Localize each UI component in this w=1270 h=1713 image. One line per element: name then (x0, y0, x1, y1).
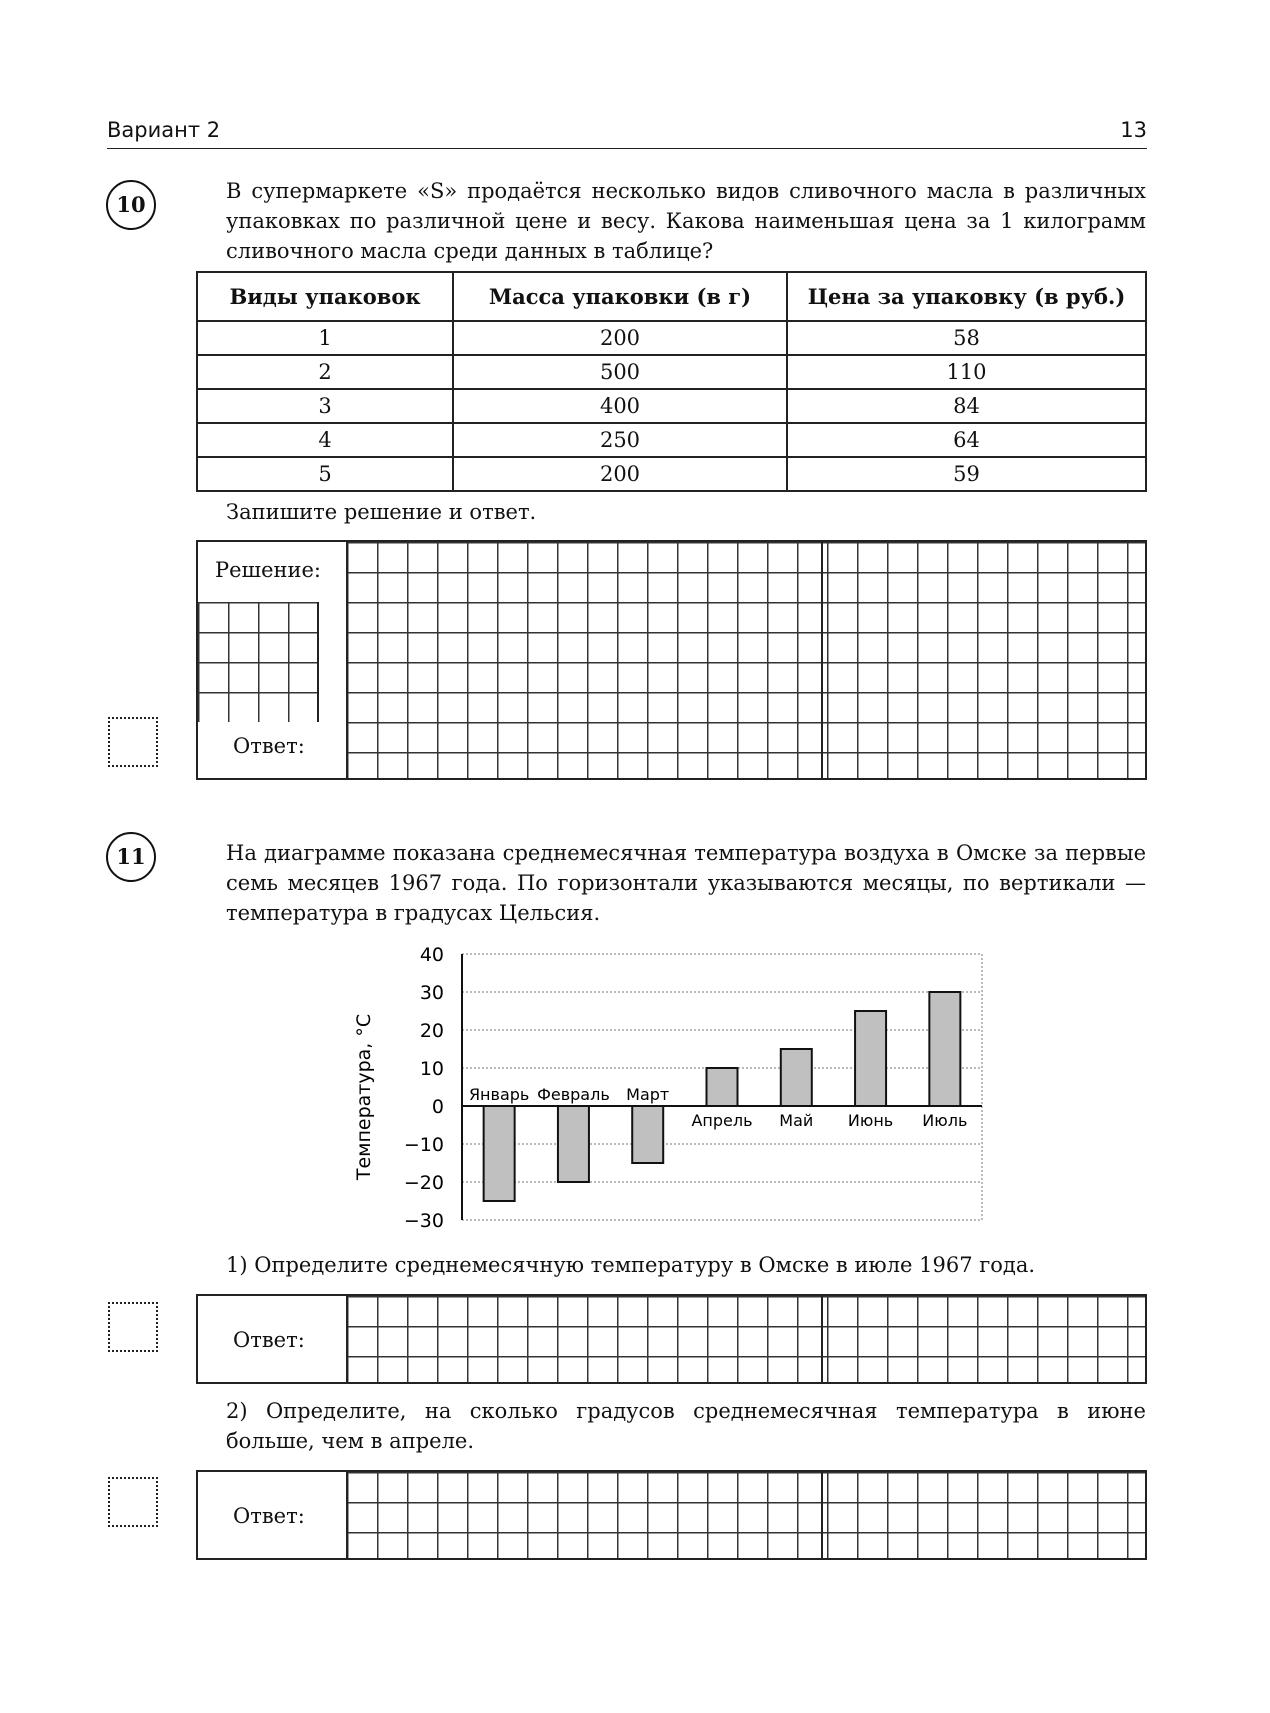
y-tick-label: 10 (419, 1058, 444, 1080)
table-cell: 84 (787, 389, 1146, 423)
y-tick-label: −10 (403, 1134, 444, 1156)
bar-3 (632, 1106, 663, 1163)
table-cell: 59 (787, 457, 1146, 491)
x-category-label: Июнь (847, 1111, 894, 1130)
bar-6 (855, 1011, 886, 1106)
variant-label: Вариант 2 (107, 118, 221, 142)
table-cell: 5 (197, 457, 453, 491)
y-axis-label: Температура, °С (353, 1013, 375, 1181)
y-tick-label: −30 (403, 1210, 444, 1230)
divider (346, 1296, 348, 1384)
table-row (197, 389, 1146, 423)
table-header: Виды упаковок (197, 272, 453, 321)
y-tick-label: 40 (419, 944, 444, 966)
answer-grid[interactable] (347, 1472, 1147, 1560)
x-category-label: Июль (922, 1111, 968, 1130)
table-cell: 1 (197, 321, 453, 355)
score-checkbox[interactable] (108, 717, 158, 767)
table-cell: 64 (787, 423, 1146, 457)
answer-box-1[interactable] (196, 1294, 1147, 1384)
answer-grid[interactable] (347, 1296, 1147, 1384)
x-category-label: Апрель (691, 1111, 753, 1130)
bar-4 (707, 1068, 738, 1106)
answer-box-2[interactable] (196, 1470, 1147, 1560)
bar-7 (929, 992, 960, 1106)
table-header: Цена за упаковку (в руб.) (787, 272, 1146, 321)
divider (821, 542, 823, 780)
table-cell: 2 (197, 355, 453, 389)
x-category-label: Март (626, 1085, 670, 1104)
y-tick-label: −20 (403, 1172, 444, 1194)
score-checkbox[interactable] (108, 1477, 158, 1527)
table-row (197, 355, 1146, 389)
divider (317, 602, 319, 722)
table-row (197, 423, 1146, 457)
task-10-text: В супермаркете «S» продаётся несколько видов сливочного масла в различных упаковках по различной цене и весу. Какова наименьшая цена за 1 килограмм сливочного масла среди данных в таблице? (226, 179, 1146, 263)
x-category-label: Май (779, 1111, 814, 1130)
table-header: Масса упаковки (в г) (453, 272, 787, 321)
y-tick-label: 20 (419, 1020, 444, 1042)
divider (821, 1472, 823, 1560)
bar-5 (781, 1049, 812, 1106)
table-cell: 200 (453, 457, 787, 491)
butter-table (196, 271, 1147, 492)
solution-grid-left[interactable] (198, 602, 318, 722)
table-cell: 4 (197, 423, 453, 457)
task-11-question-1: 1) Определите среднемесячную температуру в Омске в июле 1967 года. (226, 1253, 1036, 1277)
table-row (197, 457, 1146, 491)
table-cell: 200 (453, 321, 787, 355)
task-11-number: 11 (106, 832, 156, 882)
divider (821, 1296, 823, 1384)
bar-1 (484, 1106, 515, 1201)
temperature-chart (340, 940, 1000, 1230)
y-tick-label: 0 (431, 1096, 444, 1118)
page-header (107, 118, 1147, 149)
solution-box[interactable] (196, 540, 1147, 780)
table-cell: 250 (453, 423, 787, 457)
solution-label: Решение: (215, 558, 322, 582)
answer-label: Ответ: (233, 1504, 305, 1528)
score-checkbox[interactable] (108, 1302, 158, 1352)
answer-label: Ответ: (233, 734, 305, 758)
y-tick-label: 30 (419, 982, 444, 1004)
task-11-text: На диаграмме показана среднемесячная температура воздуха в Омске за первые семь месяцев 1967 года. По горизонтали указываются месяцы, по вертикали — температура в градусах Цельсия. (226, 841, 1146, 925)
table-cell: 58 (787, 321, 1146, 355)
table-cell: 110 (787, 355, 1146, 389)
task-10-number: 10 (106, 180, 156, 230)
x-category-label: Январь (468, 1085, 530, 1104)
table-cell: 3 (197, 389, 453, 423)
solution-grid-right[interactable] (347, 542, 1147, 780)
table-row (197, 321, 1146, 355)
task-10-instruction: Запишите решение и ответ. (226, 500, 537, 524)
answer-label: Ответ: (233, 1328, 305, 1352)
x-category-label: Февраль (537, 1085, 610, 1104)
bar-2 (558, 1106, 589, 1182)
divider (346, 542, 348, 780)
table-cell: 500 (453, 355, 787, 389)
page-number: 13 (1120, 118, 1147, 142)
divider (346, 1472, 348, 1560)
table-cell: 400 (453, 389, 787, 423)
task-11-question-2: 2) Определите, на сколько градусов среднемесячная температура в июне больше, чем в апреле. (226, 1399, 1146, 1453)
